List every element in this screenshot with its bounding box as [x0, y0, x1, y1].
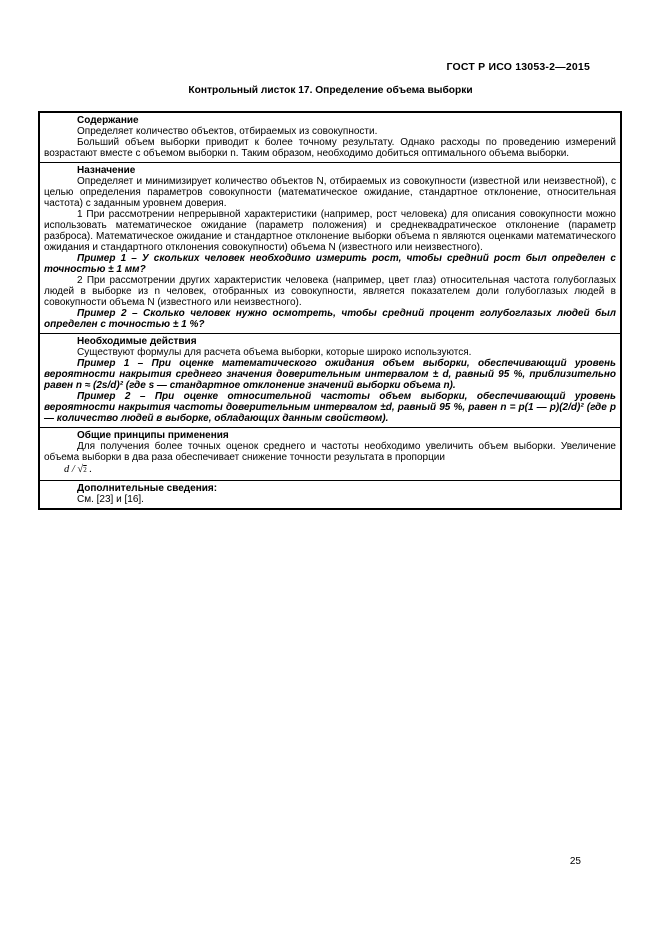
section-general-principles: [40, 427, 620, 480]
section-heading: Содержание: [77, 115, 139, 126]
section-additional-info: [40, 480, 620, 508]
section-heading: Назначение: [77, 165, 136, 176]
standard-code: ГОСТ Р ИСО 13053-2—2015: [446, 61, 590, 73]
paragraph: Для получения более точных оценок среднего и частоты необходимо увеличить объем выборки. Увеличение объема выборки в два раза обеспечивает снижение точности результата в пропорции: [44, 441, 616, 463]
section-heading: Общие принципы применения: [77, 430, 229, 441]
paragraph: См. [23] и [16].: [77, 494, 144, 505]
formula-suffix: .: [86, 464, 92, 475]
sample-size-precision-formula: [64, 463, 616, 477]
formula-prefix: d / √: [64, 464, 84, 475]
section-required-actions: [40, 333, 620, 427]
example-paragraph: Пример 1 – У скольких человек необходимо измерить рост, чтобы средний рост был определен с точностью ± 1 мм?: [44, 253, 616, 275]
section-contents: [40, 113, 620, 162]
section-purpose: [40, 162, 620, 333]
example-paragraph: Пример 2 – Сколько человек нужно осмотреть, чтобы средний процент голубоглазых людей был определен с точностью ± 1 %?: [44, 308, 616, 330]
paragraph: Больший объем выборки приводит к более точному результату. Однако расходы по проведению измерений возрастают вместе с объемом выборки n. Таким образом, необходимо добиться оптимального объема выборки.: [44, 137, 616, 159]
section-heading: Дополнительные сведения:: [77, 483, 218, 494]
control-sheet-table: [38, 111, 622, 510]
paragraph: 1 При рассмотрении непрерывной характеристики (например, рост человека) для описания совокупности можно использовать математическое ожидание (параметр положения) и среднеквадратическое отклонение (параметр разброса). Математическое ожидание и стандартное отклонение выборки объема n являются оценками математического ожидания и стандартного отклонения совокупности) объема N (известного или неизвестного).: [44, 209, 616, 253]
paragraph: Определяет количество объектов, отбираемых из совокупности.: [77, 126, 378, 137]
example-paragraph: Пример 1 – При оценке математического ожидания объем выборки, обеспечивающий уровень вероятности накрытия среднего значения доверительным интервалом ± d, равный 95 %, приблизительно равен n ≈ (2s/d)² (где s — стандартное отклонение значений выборки объема n).: [44, 358, 616, 391]
formula-radicand: 2: [83, 466, 87, 474]
page-title: Контрольный листок 17. Определение объема выборки: [188, 85, 473, 96]
section-heading: Необходимые действия: [77, 336, 197, 347]
paragraph: Существуют формулы для расчета объема выборки, которые широко используются.: [77, 347, 472, 358]
example-paragraph: Пример 2 – При оценке относительной частоты объем выборки, обеспечивающий уровень вероятности накрытия частоты доверительным интервалом ±d, равный 95 %, равен n = p(1 — p)(2/d)² (где p — количество людей в выборке, обладающих данным свойством).: [44, 391, 616, 424]
paragraph: 2 При рассмотрении других характеристик человека (например, цвет глаз) относительная частота голубоглазых людей в выборке из n человек, отобранных из совокупности, является показателем доли голубоглазых людей в совокупности объема N (известного или неизвестного).: [44, 275, 616, 308]
paragraph: Определяет и минимизирует количество объектов N, отбираемых из совокупности (известной или неизвестной), с целью определения параметров совокупности (математическое ожидание, стандартное отклонение, относительная частота) с заданным уровнем доверия.: [44, 176, 616, 209]
page-number: 25: [569, 856, 581, 867]
